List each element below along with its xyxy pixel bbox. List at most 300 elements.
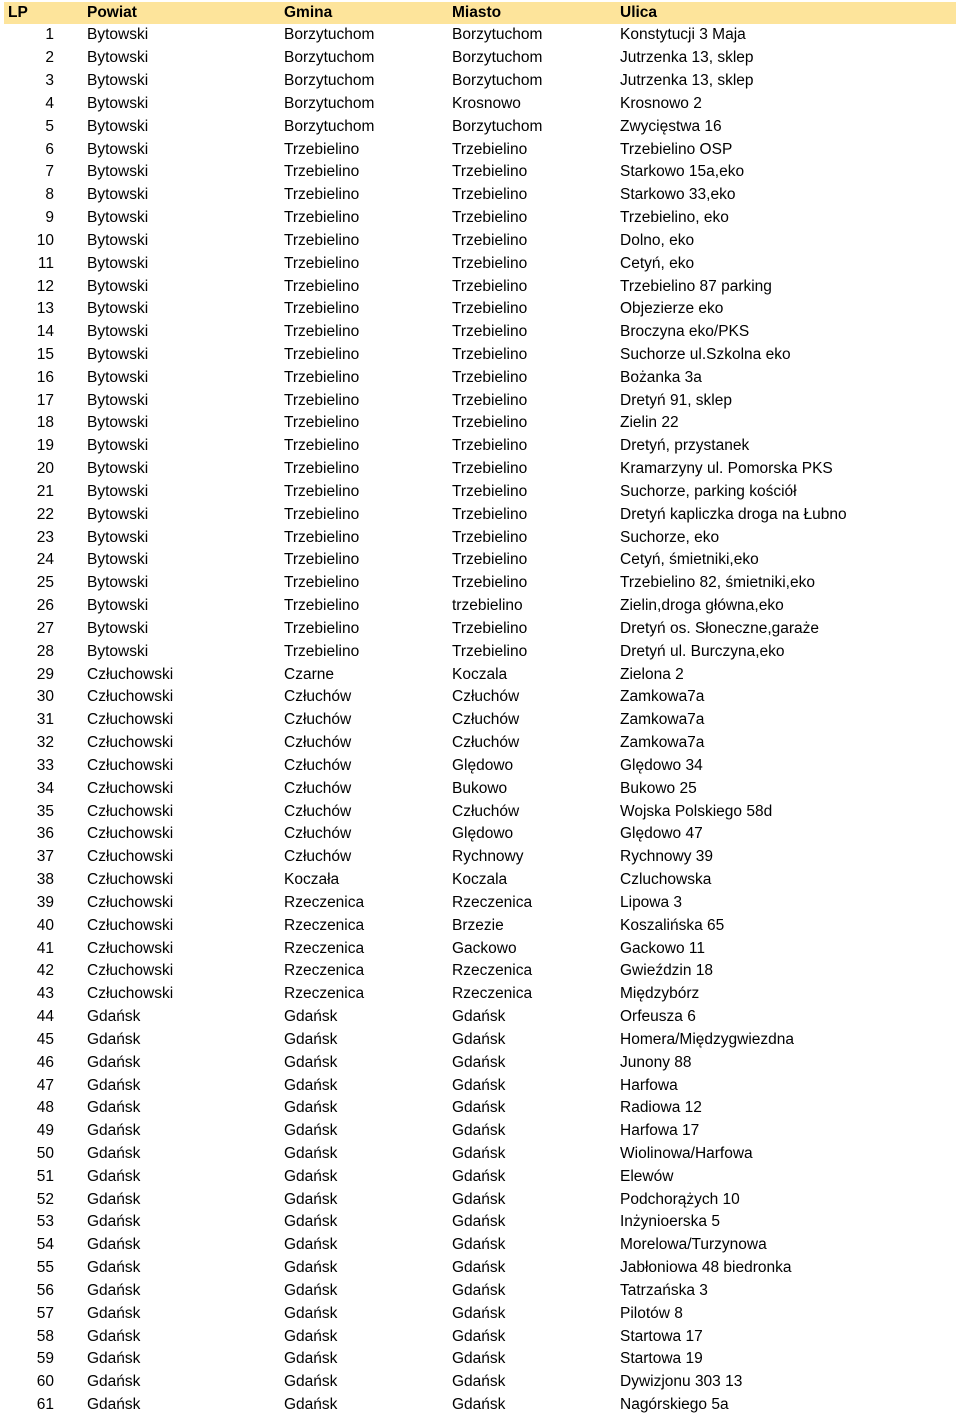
miasto-cell: Gdańsk xyxy=(452,1213,506,1231)
lp-cell: 40 xyxy=(36,916,54,934)
powiat-cell: Człuchowski xyxy=(87,688,174,706)
powiat-cell: Człuchowski xyxy=(87,848,174,866)
gmina-cell: Rzeczenica xyxy=(284,916,365,934)
miasto-cell: Koczala xyxy=(452,665,508,683)
gmina-cell: Człuchów xyxy=(284,848,352,866)
lp-cell: 11 xyxy=(37,254,54,272)
miasto-cell: Człuchów xyxy=(452,688,520,706)
powiat-cell: Gdańsk xyxy=(87,1030,141,1048)
table-row xyxy=(4,1051,956,1074)
miasto-cell: Gdańsk xyxy=(452,1076,506,1094)
miasto-cell: Gdańsk xyxy=(452,1030,506,1048)
table-row xyxy=(4,207,956,230)
miasto-cell: Gdańsk xyxy=(452,1053,506,1071)
powiat-cell: Gdańsk xyxy=(87,1076,141,1094)
gmina-cell: Rzeczenica xyxy=(284,985,365,1003)
lp-cell: 60 xyxy=(36,1373,54,1391)
powiat-cell: Człuchowski xyxy=(87,756,174,774)
gmina-cell: Gdańsk xyxy=(284,1281,338,1299)
lp-cell: 54 xyxy=(36,1236,54,1254)
gmina-cell: Gdańsk xyxy=(284,1350,338,1368)
miasto-cell: Gdańsk xyxy=(452,1190,506,1208)
miasto-cell: Rzeczenica xyxy=(452,962,533,980)
miasto-cell: Gackowo xyxy=(452,939,517,957)
powiat-cell: Bytowski xyxy=(87,323,149,341)
table-row xyxy=(4,914,956,937)
table-row xyxy=(4,184,956,207)
ulica-cell: Bukowo 25 xyxy=(620,779,697,797)
powiat-cell: Bytowski xyxy=(87,26,149,44)
table-row xyxy=(4,1348,956,1371)
ulica-cell: Dretyń, przystanek xyxy=(620,437,750,455)
miasto-cell: Trzebielino xyxy=(452,140,528,158)
ulica-cell: Zwycięstwa 16 xyxy=(620,117,722,135)
table-row xyxy=(4,275,956,298)
miasto-cell: Człuchów xyxy=(452,802,520,820)
powiat-cell: Bytowski xyxy=(87,209,149,227)
table-row xyxy=(4,252,956,275)
gmina-cell: Gdańsk xyxy=(284,1030,338,1048)
gmina-cell: Borzytuchom xyxy=(284,117,375,135)
powiat-cell: Bytowski xyxy=(87,72,149,90)
lp-cell: 26 xyxy=(36,597,54,615)
table-row xyxy=(4,846,956,869)
miasto-cell: Trzebielino xyxy=(452,574,528,592)
ulica-cell: Konstytucji 3 Maja xyxy=(620,26,746,44)
gmina-cell: Gdańsk xyxy=(284,1144,338,1162)
lp-cell: 39 xyxy=(36,893,54,911)
ulica-cell: Dretyń os. Słoneczne,garaże xyxy=(620,619,820,637)
miasto-cell: Trzebielino xyxy=(452,391,528,409)
table-row xyxy=(4,823,956,846)
gmina-cell: Gdańsk xyxy=(284,1076,338,1094)
miasto-cell: Trzebielino xyxy=(452,460,528,478)
gmina-cell: Gdańsk xyxy=(284,1167,338,1185)
gmina-cell: Człuchów xyxy=(284,779,352,797)
table-row xyxy=(4,435,956,458)
ulica-cell: Harfowa 17 xyxy=(620,1122,700,1140)
gmina-cell: Gdańsk xyxy=(284,1053,338,1071)
miasto-cell: Trzebielino xyxy=(452,323,528,341)
miasto-cell: Człuchów xyxy=(452,734,520,752)
ulica-cell: Gwieździn 18 xyxy=(620,962,714,980)
gmina-cell: Rzeczenica xyxy=(284,939,365,957)
table-row xyxy=(4,412,956,435)
lp-cell: 33 xyxy=(36,756,54,774)
ulica-cell: Objezierze eko xyxy=(620,300,724,318)
lp-cell: 4 xyxy=(45,94,54,112)
lp-cell: 45 xyxy=(36,1030,54,1048)
lp-cell: 22 xyxy=(36,505,54,523)
gmina-cell: Gdańsk xyxy=(284,1396,338,1414)
column-header-miasto: Miasto xyxy=(452,4,502,21)
miasto-cell: Człuchów xyxy=(452,711,520,729)
lp-cell: 51 xyxy=(36,1167,54,1185)
miasto-cell: Krosnowo xyxy=(452,94,521,112)
lp-cell: 41 xyxy=(36,939,54,957)
table-row xyxy=(4,732,956,755)
table-row xyxy=(4,1257,956,1280)
powiat-cell: Człuchowski xyxy=(87,871,174,889)
lp-cell: 50 xyxy=(36,1144,54,1162)
gmina-cell: Trzebielino xyxy=(284,482,360,500)
lp-cell: 3 xyxy=(45,72,54,90)
miasto-cell: Gdańsk xyxy=(452,1122,506,1140)
ulica-cell: Pilotów 8 xyxy=(620,1304,683,1322)
lp-cell: 15 xyxy=(36,346,54,363)
ulica-cell: Nagórskiego 5a xyxy=(620,1396,729,1414)
ulica-cell: Orfeusza 6 xyxy=(620,1008,696,1026)
miasto-cell: Trzebielino xyxy=(452,642,528,660)
miasto-cell: Trzebielino xyxy=(452,300,528,318)
ulica-cell: Kramarzyny ul. Pomorska PKS xyxy=(620,460,833,478)
ulica-cell: Ględowo 34 xyxy=(620,756,703,774)
lp-cell: 48 xyxy=(36,1099,54,1117)
powiat-cell: Bytowski xyxy=(87,574,149,592)
ulica-cell: Rychnowy 39 xyxy=(620,848,714,866)
table-row xyxy=(4,640,956,663)
gmina-cell: Borzytuchom xyxy=(284,26,375,44)
miasto-cell: Gdańsk xyxy=(452,1304,506,1322)
table-row xyxy=(4,1188,956,1211)
gmina-cell: Trzebielino xyxy=(284,597,360,615)
gmina-cell: Trzebielino xyxy=(284,277,360,295)
powiat-cell: Bytowski xyxy=(87,346,149,363)
miasto-cell: Gdańsk xyxy=(452,1327,506,1345)
table-row xyxy=(4,1143,956,1166)
lp-cell: 25 xyxy=(36,574,54,592)
ulica-cell: Starkowo 33,eko xyxy=(620,186,736,204)
lp-cell: 44 xyxy=(36,1008,54,1026)
lp-cell: 52 xyxy=(36,1190,54,1208)
lp-cell: 31 xyxy=(36,711,54,729)
table-row xyxy=(4,1234,956,1257)
locations-table xyxy=(4,2,956,1417)
gmina-cell: Człuchów xyxy=(284,756,352,774)
powiat-cell: Gdańsk xyxy=(87,1396,141,1414)
miasto-cell: Trzebielino xyxy=(452,231,528,249)
table-row xyxy=(4,1280,956,1303)
ulica-cell: Wojska Polskiego 58d xyxy=(620,802,773,820)
gmina-cell: Rzeczenica xyxy=(284,962,365,980)
table-row xyxy=(4,869,956,892)
powiat-cell: Człuchowski xyxy=(87,916,174,934)
lp-cell: 20 xyxy=(36,460,54,478)
table-row xyxy=(4,161,956,184)
powiat-cell: Gdańsk xyxy=(87,1167,141,1185)
gmina-cell: Trzebielino xyxy=(284,254,360,272)
ulica-cell: Suchorze ul.Szkolna eko xyxy=(620,346,791,363)
miasto-cell: Gdańsk xyxy=(452,1236,506,1254)
powiat-cell: Gdańsk xyxy=(87,1008,141,1026)
ulica-cell: Elewów xyxy=(620,1167,674,1185)
table-row xyxy=(4,1371,956,1394)
column-header-powiat: Powiat xyxy=(87,4,137,21)
miasto-cell: Ględowo xyxy=(452,756,514,774)
gmina-cell: Koczała xyxy=(284,871,340,889)
miasto-cell: Trzebielino xyxy=(452,551,528,569)
gmina-cell: Trzebielino xyxy=(284,231,360,249)
ulica-cell: Jabłoniowa 48 biedronka xyxy=(620,1259,792,1277)
miasto-cell: Trzebielino xyxy=(452,209,528,227)
table-row xyxy=(4,298,956,321)
ulica-cell: Morelowa/Turzynowa xyxy=(620,1236,767,1254)
gmina-cell: Człuchów xyxy=(284,734,352,752)
miasto-cell: Trzebielino xyxy=(452,505,528,523)
ulica-cell: Tatrzańska 3 xyxy=(620,1281,708,1299)
gmina-cell: Gdańsk xyxy=(284,1099,338,1117)
lp-cell: 10 xyxy=(36,231,54,249)
lp-cell: 6 xyxy=(45,140,54,158)
powiat-cell: Gdańsk xyxy=(87,1259,141,1277)
powiat-cell: Człuchowski xyxy=(87,825,174,843)
lp-cell: 9 xyxy=(45,209,54,227)
gmina-cell: Trzebielino xyxy=(284,300,360,318)
ulica-cell: Inżynioerska 5 xyxy=(620,1213,720,1231)
lp-cell: 24 xyxy=(36,551,54,569)
table-row xyxy=(4,344,956,367)
lp-cell: 12 xyxy=(36,277,54,295)
column-header-ulica: Ulica xyxy=(620,4,658,21)
table-row xyxy=(4,1302,956,1325)
powiat-cell: Człuchowski xyxy=(87,734,174,752)
gmina-cell: Człuchów xyxy=(284,688,352,706)
powiat-cell: Bytowski xyxy=(87,437,149,455)
gmina-cell: Borzytuchom xyxy=(284,94,375,112)
ulica-cell: Zamkowa7a xyxy=(620,734,705,752)
table-row xyxy=(4,229,956,252)
ulica-cell: Starkowo 15a,eko xyxy=(620,163,745,181)
gmina-cell: Czarne xyxy=(284,665,334,683)
ulica-cell: Dretyń kapliczka droga na Łubno xyxy=(620,505,847,523)
header-row xyxy=(4,2,956,24)
powiat-cell: Bytowski xyxy=(87,117,149,135)
table-row xyxy=(4,755,956,778)
lp-cell: 8 xyxy=(45,186,54,204)
ulica-cell: Broczyna eko/PKS xyxy=(620,323,750,341)
ulica-cell: Trzebielino 82, śmietniki,eko xyxy=(620,574,815,592)
gmina-cell: Trzebielino xyxy=(284,551,360,569)
powiat-cell: Gdańsk xyxy=(87,1304,141,1322)
miasto-cell: Trzebielino xyxy=(452,346,528,363)
powiat-cell: Bytowski xyxy=(87,619,149,637)
gmina-cell: Rzeczenica xyxy=(284,893,365,911)
table-row xyxy=(4,526,956,549)
ulica-cell: Trzebielino 87 parking xyxy=(620,277,772,295)
ulica-cell: Dywizjonu 303 13 xyxy=(620,1373,743,1391)
powiat-cell: Gdańsk xyxy=(87,1213,141,1231)
powiat-cell: Bytowski xyxy=(87,482,149,500)
table-row xyxy=(4,70,956,93)
gmina-cell: Trzebielino xyxy=(284,437,360,455)
powiat-cell: Bytowski xyxy=(87,391,149,409)
gmina-cell: Trzebielino xyxy=(284,186,360,204)
miasto-cell: Ględowo xyxy=(452,825,514,843)
lp-cell: 42 xyxy=(36,962,54,980)
lp-cell: 36 xyxy=(36,825,54,843)
powiat-cell: Bytowski xyxy=(87,254,149,272)
ulica-cell: Startowa 17 xyxy=(620,1327,703,1345)
powiat-cell: Bytowski xyxy=(87,300,149,318)
gmina-cell: Trzebielino xyxy=(284,528,360,546)
gmina-cell: Gdańsk xyxy=(284,1259,338,1277)
ulica-cell: Zamkowa7a xyxy=(620,711,705,729)
table-row xyxy=(4,1325,956,1348)
lp-cell: 2 xyxy=(45,49,54,67)
gmina-cell: Gdańsk xyxy=(284,1304,338,1322)
ulica-cell: Wiolinowa/Harfowa xyxy=(620,1144,753,1162)
powiat-cell: Bytowski xyxy=(87,163,149,181)
miasto-cell: Trzebielino xyxy=(452,437,528,455)
powiat-cell: Gdańsk xyxy=(87,1122,141,1140)
table-row xyxy=(4,1211,956,1234)
gmina-cell: Człuchów xyxy=(284,825,352,843)
column-header-gmina: Gmina xyxy=(284,4,333,21)
table-row xyxy=(4,549,956,572)
powiat-cell: Człuchowski xyxy=(87,893,174,911)
table-row xyxy=(4,47,956,70)
miasto-cell: Trzebielino xyxy=(452,368,528,386)
miasto-cell: Borzytuchom xyxy=(452,26,543,44)
miasto-cell: Gdańsk xyxy=(452,1099,506,1117)
table-row xyxy=(4,92,956,115)
powiat-cell: Bytowski xyxy=(87,277,149,295)
gmina-cell: Trzebielino xyxy=(284,574,360,592)
ulica-cell: Suchorze, eko xyxy=(620,528,720,546)
powiat-cell: Bytowski xyxy=(87,460,149,478)
gmina-cell: Człuchów xyxy=(284,802,352,820)
powiat-cell: Człuchowski xyxy=(87,802,174,820)
powiat-cell: Bytowski xyxy=(87,414,149,432)
lp-cell: 27 xyxy=(36,619,54,637)
ulica-cell: Trzebielino OSP xyxy=(620,140,733,158)
miasto-cell: Rzeczenica xyxy=(452,893,533,911)
powiat-cell: Człuchowski xyxy=(87,665,174,683)
gmina-cell: Człuchów xyxy=(284,711,352,729)
table-row xyxy=(4,115,956,138)
gmina-cell: Gdańsk xyxy=(284,1008,338,1026)
lp-cell: 43 xyxy=(36,985,54,1003)
lp-cell: 14 xyxy=(36,323,54,341)
powiat-cell: Człuchowski xyxy=(87,939,174,957)
miasto-cell: Borzytuchom xyxy=(452,72,543,90)
powiat-cell: Człuchowski xyxy=(87,985,174,1003)
lp-cell: 1 xyxy=(45,26,54,44)
table-row xyxy=(4,1120,956,1143)
ulica-cell: Krosnowo 2 xyxy=(620,94,702,112)
table-row xyxy=(4,321,956,344)
table-row xyxy=(4,709,956,732)
column-header-lp: LP xyxy=(8,4,28,21)
ulica-cell: Zamkowa7a xyxy=(620,688,705,706)
ulica-cell: Cetyń, eko xyxy=(620,254,695,272)
ulica-cell: Startowa 19 xyxy=(620,1350,703,1368)
gmina-cell: Trzebielino xyxy=(284,642,360,660)
gmina-cell: Trzebielino xyxy=(284,414,360,432)
ulica-cell: Cetyń, śmietniki,eko xyxy=(620,551,759,569)
gmina-cell: Trzebielino xyxy=(284,209,360,227)
table-body xyxy=(4,24,956,1417)
powiat-cell: Gdańsk xyxy=(87,1190,141,1208)
ulica-cell: Czluchowska xyxy=(620,871,712,889)
table-row xyxy=(4,481,956,504)
table-row xyxy=(4,366,956,389)
powiat-cell: Bytowski xyxy=(87,551,149,569)
table-row xyxy=(4,891,956,914)
lp-cell: 38 xyxy=(36,871,54,889)
gmina-cell: Gdańsk xyxy=(284,1236,338,1254)
lp-cell: 5 xyxy=(45,117,54,135)
gmina-cell: Trzebielino xyxy=(284,368,360,386)
gmina-cell: Trzebielino xyxy=(284,391,360,409)
powiat-cell: Bytowski xyxy=(87,94,149,112)
lp-cell: 35 xyxy=(36,802,54,820)
miasto-cell: Trzebielino xyxy=(452,163,528,181)
lp-cell: 57 xyxy=(36,1304,54,1322)
ulica-cell: Ględowo 47 xyxy=(620,825,703,843)
table-row xyxy=(4,983,956,1006)
powiat-cell: Człuchowski xyxy=(87,711,174,729)
ulica-cell: Dretyń ul. Burczyna,eko xyxy=(620,642,785,660)
powiat-cell: Gdańsk xyxy=(87,1236,141,1254)
powiat-cell: Bytowski xyxy=(87,49,149,67)
powiat-cell: Bytowski xyxy=(87,231,149,249)
table-row xyxy=(4,1097,956,1120)
gmina-cell: Gdańsk xyxy=(284,1122,338,1140)
lp-cell: 55 xyxy=(36,1259,54,1277)
ulica-cell: Zielona 2 xyxy=(620,665,684,683)
lp-cell: 46 xyxy=(36,1053,54,1071)
gmina-cell: Trzebielino xyxy=(284,140,360,158)
miasto-cell: Gdańsk xyxy=(452,1259,506,1277)
miasto-cell: Gdańsk xyxy=(452,1396,506,1414)
lp-cell: 29 xyxy=(36,665,54,683)
miasto-cell: Gdańsk xyxy=(452,1281,506,1299)
table-row xyxy=(4,1028,956,1051)
miasto-cell: trzebielino xyxy=(452,597,523,615)
ulica-cell: Harfowa xyxy=(620,1076,678,1094)
lp-cell: 30 xyxy=(36,688,54,706)
powiat-cell: Gdańsk xyxy=(87,1350,141,1368)
lp-cell: 37 xyxy=(36,848,54,866)
ulica-cell: Zielin,droga główna,eko xyxy=(620,597,784,615)
table-row xyxy=(4,960,956,983)
miasto-cell: Gdańsk xyxy=(452,1167,506,1185)
table-row xyxy=(4,1074,956,1097)
table-row xyxy=(4,777,956,800)
gmina-cell: Borzytuchom xyxy=(284,49,375,67)
powiat-cell: Bytowski xyxy=(87,528,149,546)
table-row xyxy=(4,686,956,709)
gmina-cell: Trzebielino xyxy=(284,163,360,181)
table-row xyxy=(4,937,956,960)
gmina-cell: Gdańsk xyxy=(284,1373,338,1391)
miasto-cell: Trzebielino xyxy=(452,186,528,204)
lp-cell: 49 xyxy=(36,1122,54,1140)
lp-cell: 47 xyxy=(36,1076,54,1094)
miasto-cell: Trzebielino xyxy=(452,254,528,272)
miasto-cell: Gdańsk xyxy=(452,1008,506,1026)
powiat-cell: Bytowski xyxy=(87,368,149,386)
powiat-cell: Gdańsk xyxy=(87,1327,141,1345)
table-row xyxy=(4,389,956,412)
ulica-cell: Lipowa 3 xyxy=(620,893,683,911)
gmina-cell: Gdańsk xyxy=(284,1213,338,1231)
powiat-cell: Bytowski xyxy=(87,140,149,158)
miasto-cell: Gdańsk xyxy=(452,1350,506,1368)
miasto-cell: Koczala xyxy=(452,871,508,889)
lp-cell: 59 xyxy=(36,1350,54,1368)
